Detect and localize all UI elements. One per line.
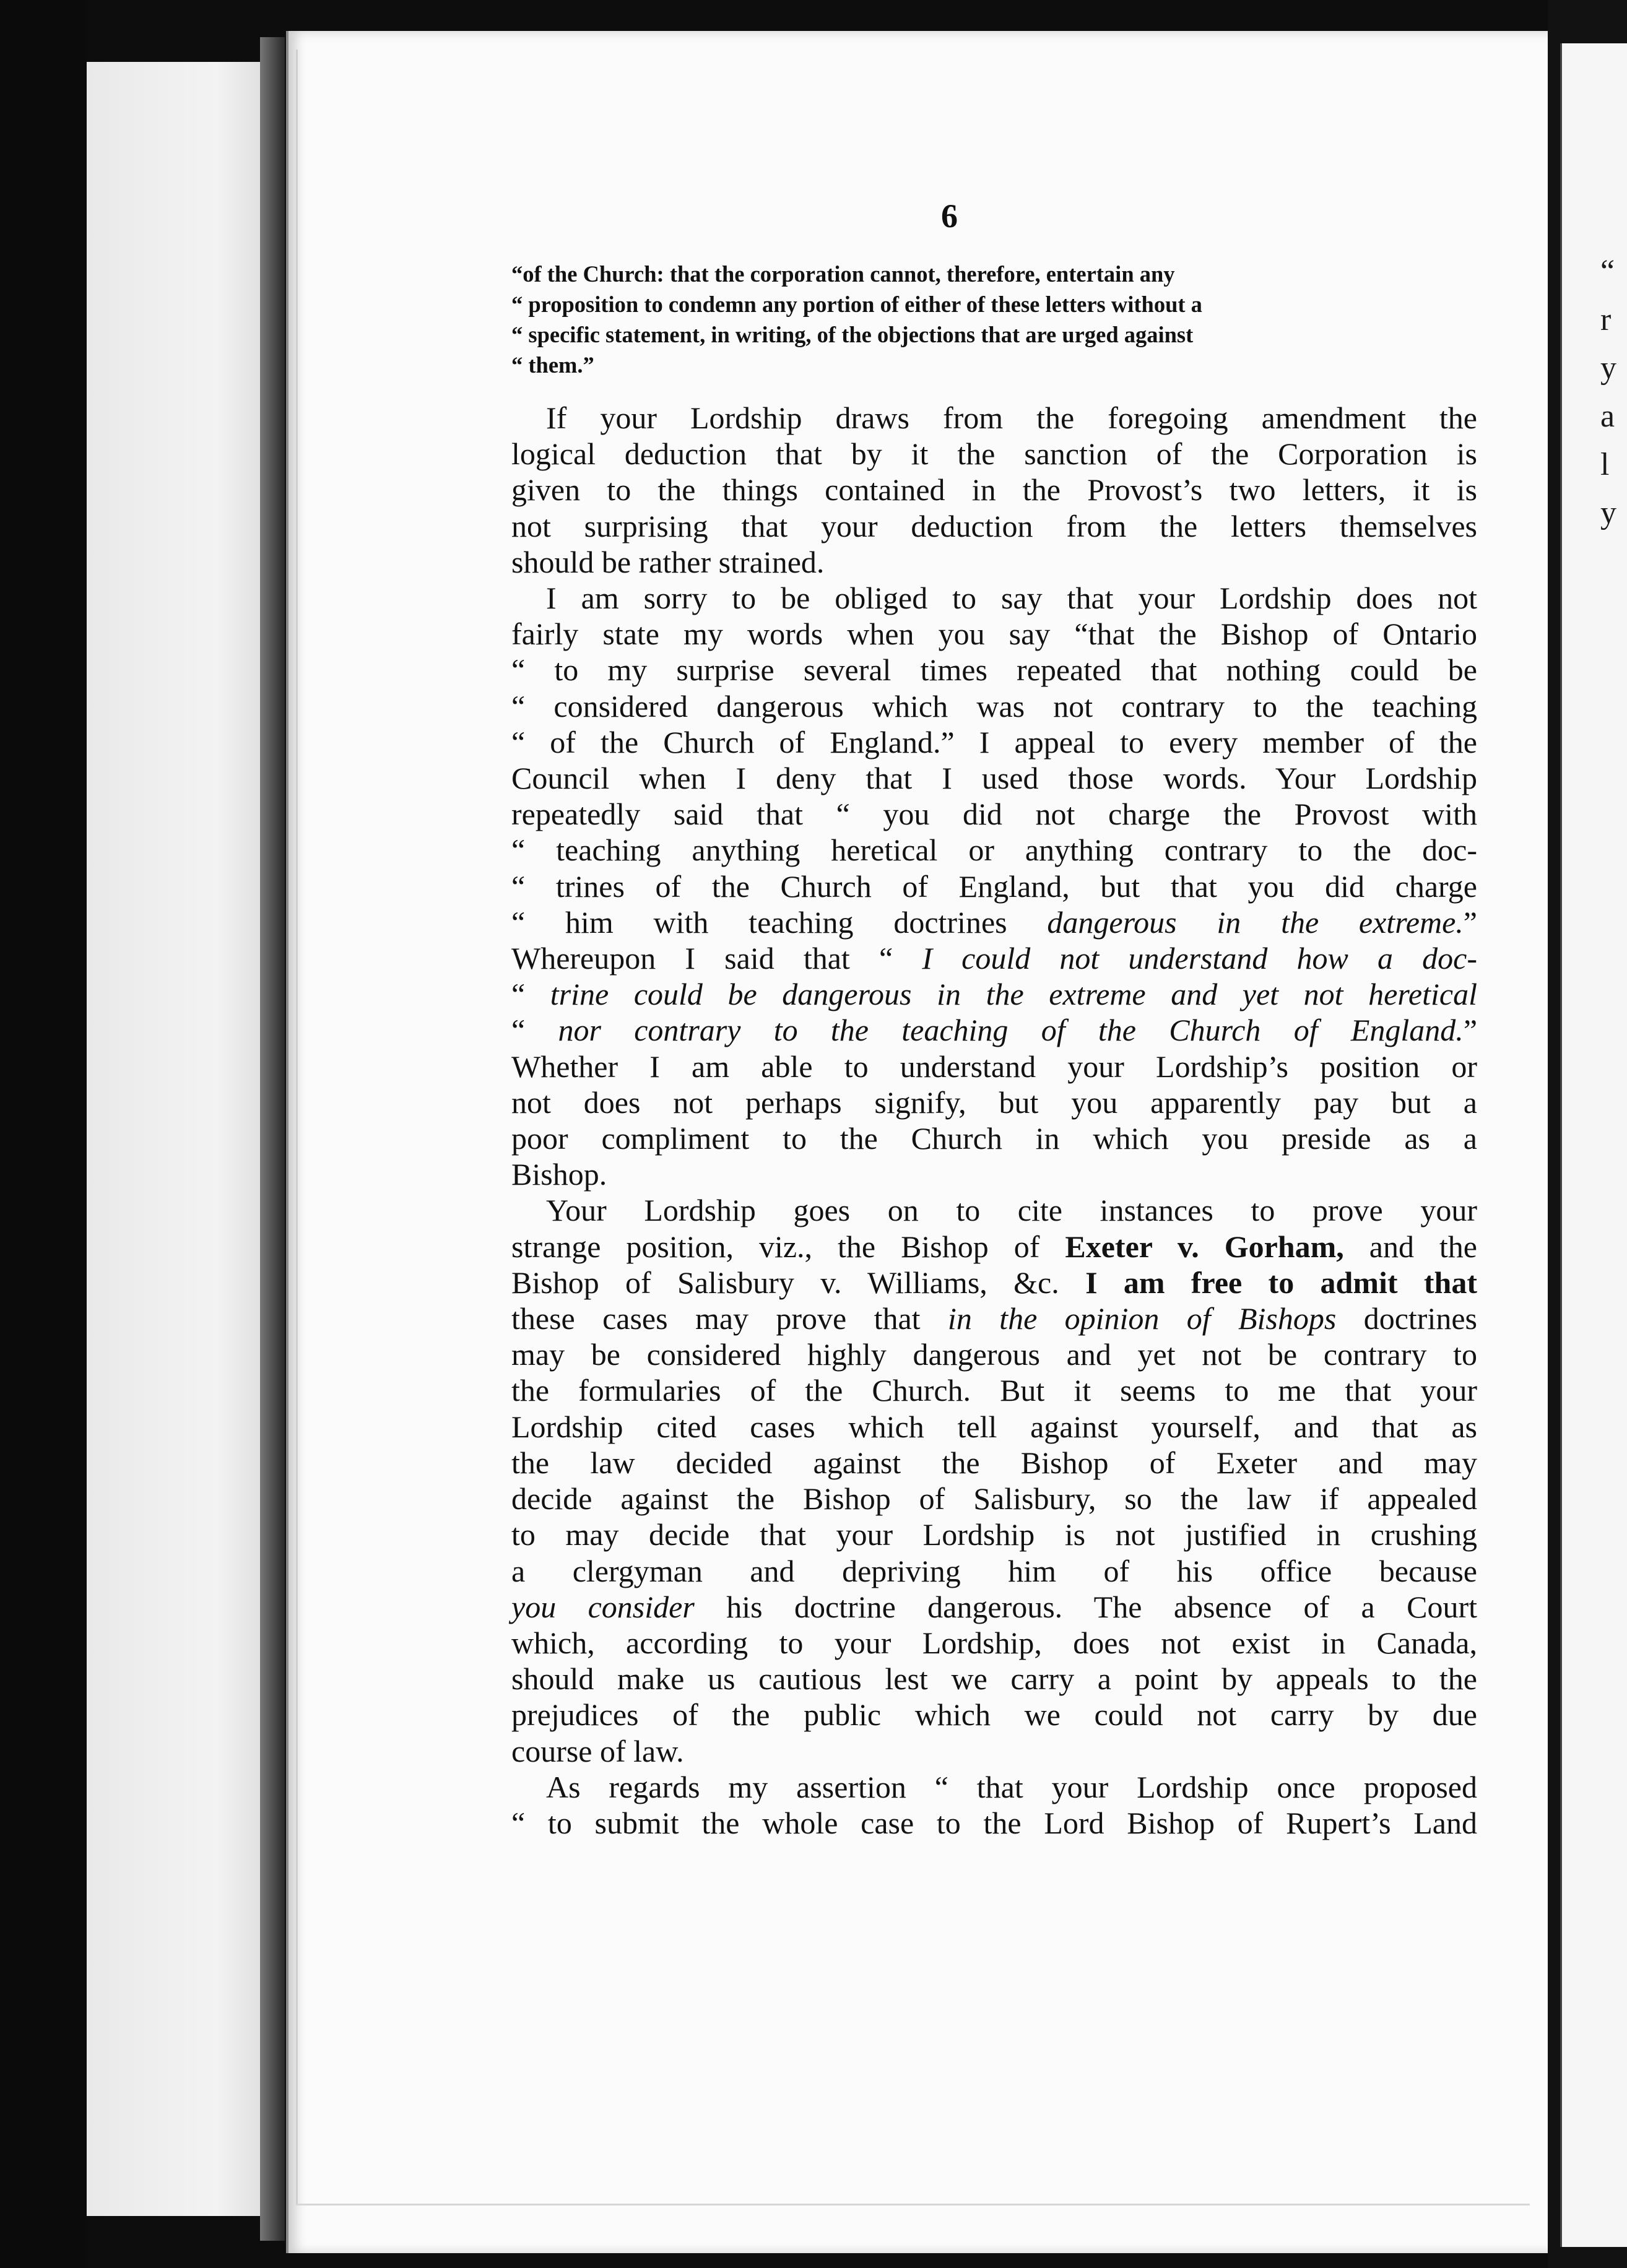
page-text — [511, 259, 1477, 1841]
paragraph-1 — [511, 400, 1477, 580]
text-line — [511, 1265, 1477, 1301]
paragraph-4 — [511, 1769, 1477, 1841]
italic-run: in the opinion of Bishops — [947, 1301, 1337, 1336]
text-line: decide against the Bishop of Salisbury, so the law if appealed — [511, 1481, 1477, 1517]
fragment: r — [1600, 302, 1612, 337]
text-line: should make us cautious lest we carry a point by appeals to the — [511, 1661, 1477, 1697]
text-run: doctrines — [1336, 1301, 1477, 1336]
text-run: Bishop of Salisbury v. Williams, &c. — [511, 1265, 1059, 1300]
quote-line: “ proposition to condemn any portion of either of these letters without a — [511, 292, 1202, 317]
fragment: y — [1600, 495, 1616, 530]
text-line — [511, 1012, 1477, 1048]
text-run: “ him with teaching doctrines — [511, 904, 1007, 940]
facing-page-edge — [87, 62, 274, 2216]
quoted-resolution — [511, 259, 1477, 380]
text-line: I am sorry to be obliged to say that your Lordship does not — [546, 581, 1477, 616]
italic-run: trine could be dangerous in the extreme and yet not heretical — [550, 977, 1477, 1012]
text-run: ” — [1463, 1013, 1478, 1048]
quote-line: “ them.” — [511, 352, 594, 378]
text-line — [511, 940, 1477, 976]
italic-run: nor contrary to the teaching of the Church of England. — [558, 1013, 1464, 1048]
text-run: these cases may prove that — [511, 1301, 921, 1336]
text-line — [511, 1301, 1477, 1336]
text-line: course of law. — [511, 1733, 684, 1768]
text-line: prejudices of the public which we could not carry by due — [511, 1697, 1477, 1733]
text-line: Your Lordship goes on to cite instances to prove your — [546, 1193, 1477, 1228]
text-run: strange position, viz., the Bishop of — [511, 1229, 1040, 1264]
text-line: fairly state my words when you say “that the Bishop of Ontario — [511, 617, 1477, 652]
text-line: “ of the Church of England.” I appeal to every member of the — [511, 724, 1477, 760]
text-line — [511, 976, 1477, 1012]
paragraph-2 — [511, 580, 1477, 1192]
text-line: “ to submit the whole case to the Lord Bishop of Rupert’s Land — [511, 1805, 1477, 1840]
text-line: logical deduction that by it the sanction of the Corporation is — [511, 436, 1477, 472]
text-line: “ to my surprise several times repeated that nothing could be — [511, 652, 1477, 688]
text-line: not does not perhaps signify, but you apparently pay but a — [511, 1084, 1477, 1120]
fragment: a — [1600, 399, 1615, 434]
fragment: y — [1600, 350, 1616, 386]
text-line — [511, 1589, 1477, 1625]
gutter-shadow — [260, 37, 285, 2241]
text-line: Bishop. — [511, 1157, 607, 1192]
text-line — [511, 1229, 1477, 1265]
text-line: the law decided against the Bishop of Exeter and may — [511, 1445, 1477, 1480]
paragraph-3 — [511, 1192, 1477, 1768]
text-line: “ considered dangerous which was not contrary to the teaching — [511, 688, 1477, 724]
italic-run: I could not understand how a doc- — [922, 941, 1478, 976]
italic-run: you consider — [511, 1589, 695, 1624]
text-line: Lordship cited cases which tell against yourself, and that as — [511, 1409, 1477, 1444]
italic-run: dangerous in the extreme. — [1047, 904, 1464, 940]
text-line: given to the things contained in the Provost’s two letters, it is — [511, 472, 1477, 508]
text-run: ” — [1463, 904, 1477, 940]
bold-run: I am free to admit that — [1085, 1265, 1478, 1300]
fragment: l — [1600, 447, 1610, 482]
text-line: poor compliment to the Church in which you preside as a — [511, 1121, 1477, 1156]
text-run: and the — [1343, 1229, 1477, 1264]
text-line — [511, 904, 1477, 940]
text-line: If your Lordship draws from the foregoing amendment the — [546, 400, 1477, 435]
text-run: Whereupon I said that “ — [511, 941, 893, 976]
fragment: “ — [1600, 254, 1615, 289]
text-run: “ — [511, 1013, 526, 1048]
next-page-text-fragments — [1600, 248, 1625, 537]
text-line: Whether I am able to understand your Lordship’s position or — [511, 1049, 1477, 1084]
text-line: should be rather strained. — [511, 544, 825, 579]
text-run: “ — [511, 977, 526, 1012]
text-line: which, according to your Lordship, does not exist in Canada, — [511, 1625, 1477, 1660]
text-line: not surprising that your deduction from the letters themselves — [511, 508, 1477, 543]
quote-line: “of the Church: that the corporation cannot, therefore, entertain any — [511, 261, 1175, 287]
scan-background-left — [0, 0, 87, 2268]
text-line: may be considered highly dangerous and yet not be contrary to — [511, 1337, 1477, 1372]
text-line: “ teaching anything heretical or anything contrary to the doc- — [511, 833, 1477, 868]
page-number: 6 — [941, 197, 958, 235]
text-line: to may decide that your Lordship is not justified in crushing — [511, 1517, 1477, 1552]
text-line: “ trines of the Church of England, but that you did charge — [511, 868, 1477, 904]
text-line: a clergyman and depriving him of his office because — [511, 1553, 1477, 1588]
text-run: his doctrine dangerous. The absence of a Court — [726, 1589, 1477, 1624]
text-line: Council when I deny that I used those words. Your Lordship — [511, 761, 1477, 796]
text-line: the formularies of the Church. But it seems to me that your — [511, 1373, 1477, 1408]
text-line: repeatedly said that “ you did not charge the Provost with — [511, 797, 1477, 832]
text-line: As regards my assertion “ that your Lordship once proposed — [546, 1769, 1477, 1804]
bold-run: Exeter v. Gorham, — [1065, 1229, 1344, 1264]
quote-line: “ specific statement, in writing, of the objections that are urged against — [511, 322, 1194, 347]
